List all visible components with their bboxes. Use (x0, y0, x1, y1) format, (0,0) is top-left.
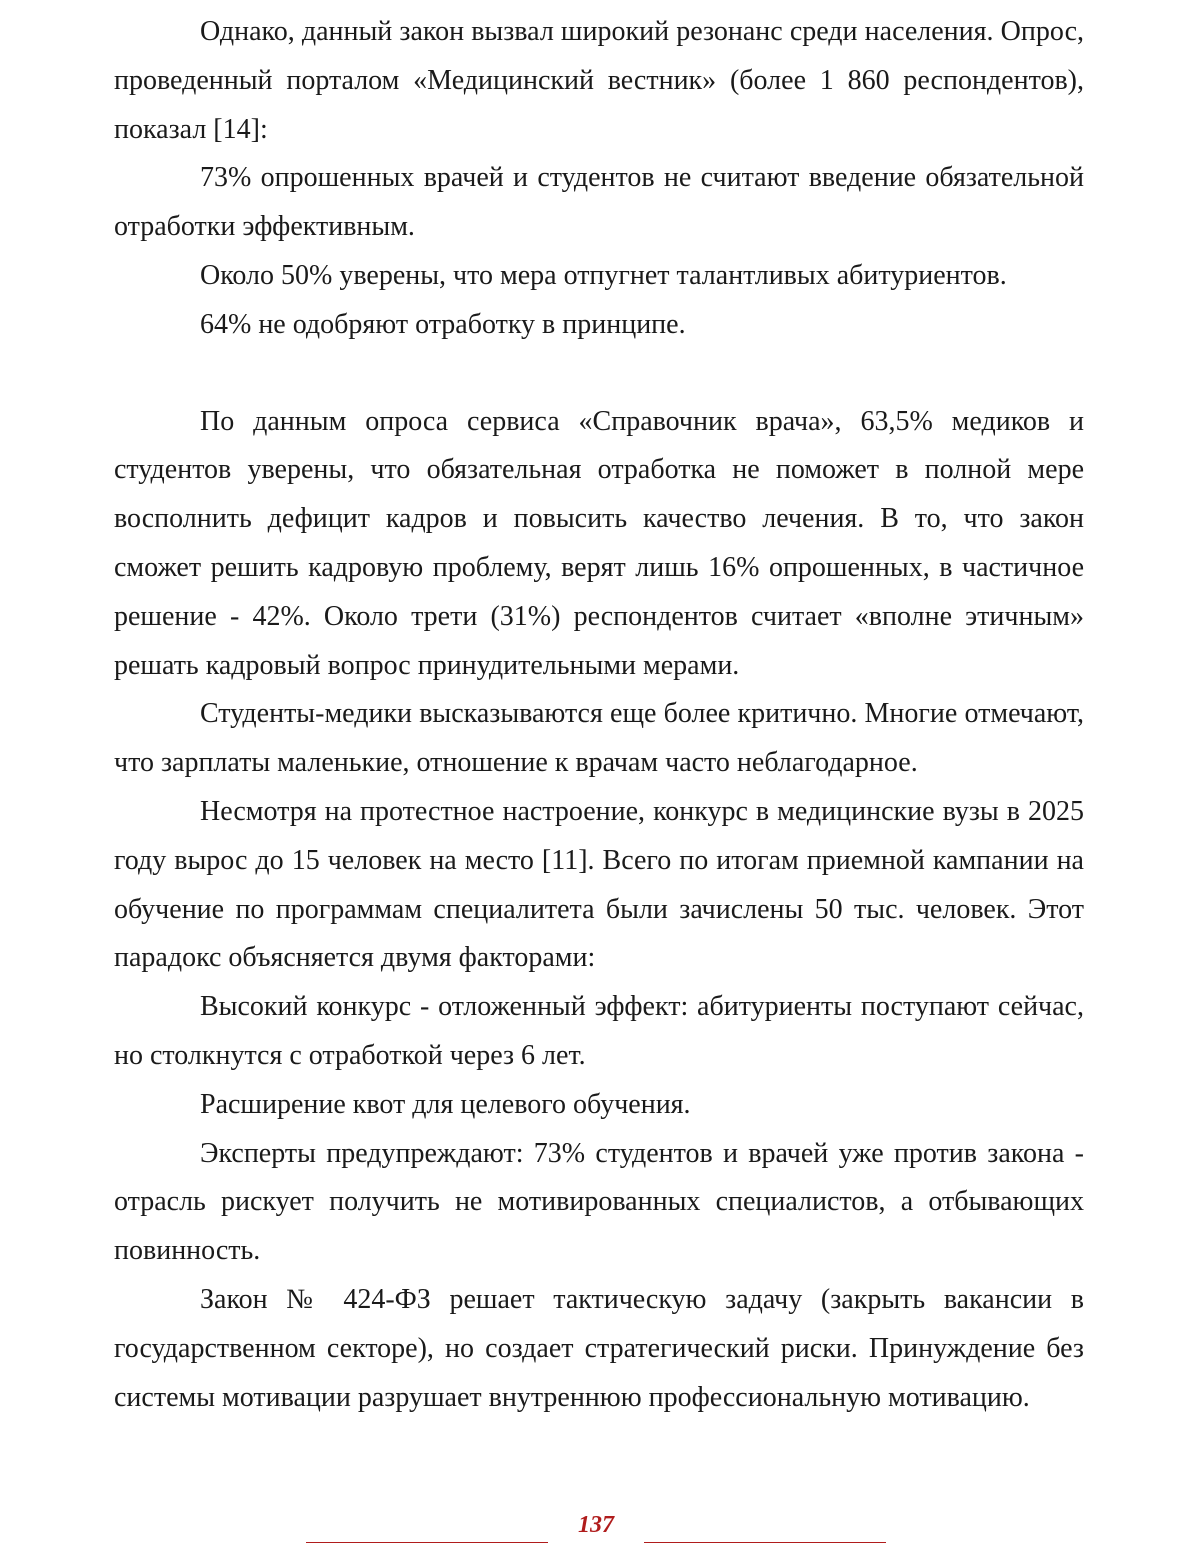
paragraph-experts-warning: Эксперты предупреждают: 73% студентов и врачей уже против закона - отрасль рискует получить не мотивированных специалистов, а отбывающих повинность. (114, 1137, 1084, 1267)
paragraph-spravochnik-survey: По данным опроса сервиса «Справочник врача», 63,5% медиков и студентов уверены, что обязательная отработка не поможет в полной мере восполнить дефицит кадров и повысить качество лечения. В то, что закон сможет решить кадровую проблему, верят лишь 16% опрошенных, в частичное решение - 42%. Около трети (31%) респондентов считает «вполне этичным» решать кадровый вопрос принудительными мерами. (114, 405, 1084, 681)
page-number: 137 (578, 1512, 614, 1538)
document-page (114, 8, 1084, 1422)
paragraph-gap (114, 350, 1084, 398)
paragraph-survey-point-73: 73% опрошенных врачей и студентов не считают введение обязательной отработки эффективным. (114, 162, 1084, 243)
paragraph-law-conclusion: Закон № 424-ФЗ решает тактическую задачу (закрыть вакансии в государственном секторе), но создает стратегический риски. Принуждение без системы мотивации разрушает внутреннюю профессиональную мотивацию. (114, 1283, 1084, 1413)
paragraph-admission-paradox: Несмотря на протестное настроение, конкурс в медицинские вузы в 2025 году вырос до 15 человек на место [11]. Всего по итогам приемной кампании на обучение по программам специалитета были зачислены 50 тыс. человек. Этот парадокс объясняется двумя факторами: (114, 795, 1084, 974)
footer-rule-right (644, 1542, 886, 1543)
paragraph-survey-point-64: 64% не одобряют отработку в принципе. (200, 308, 686, 340)
page-footer (0, 1510, 1199, 1550)
paragraph-factor-delayed-effect: Высокий конкурс - отложенный эффект: абитуриенты поступают сейчас, но столкнутся с отработкой через 6 лет. (114, 991, 1084, 1071)
paragraph-survey-intro: Однако, данный закон вызвал широкий резонанс среди населения. Опрос, проведенный порталом «Медицинский вестник» (более 1 860 респондентов), показал [14]: (114, 16, 1084, 145)
footer-rule-left (306, 1542, 548, 1543)
paragraph-students-critical: Студенты-медики высказываются еще более критично. Многие отмечают, что зарплаты маленькие, отношение к врачам часто неблагодарное. (114, 698, 1084, 779)
paragraph-survey-point-50: Около 50% уверены, что мера отпугнет талантливых абитуриентов. (200, 259, 1007, 291)
paragraph-factor-quotas: Расширение квот для целевого обучения. (200, 1088, 691, 1120)
